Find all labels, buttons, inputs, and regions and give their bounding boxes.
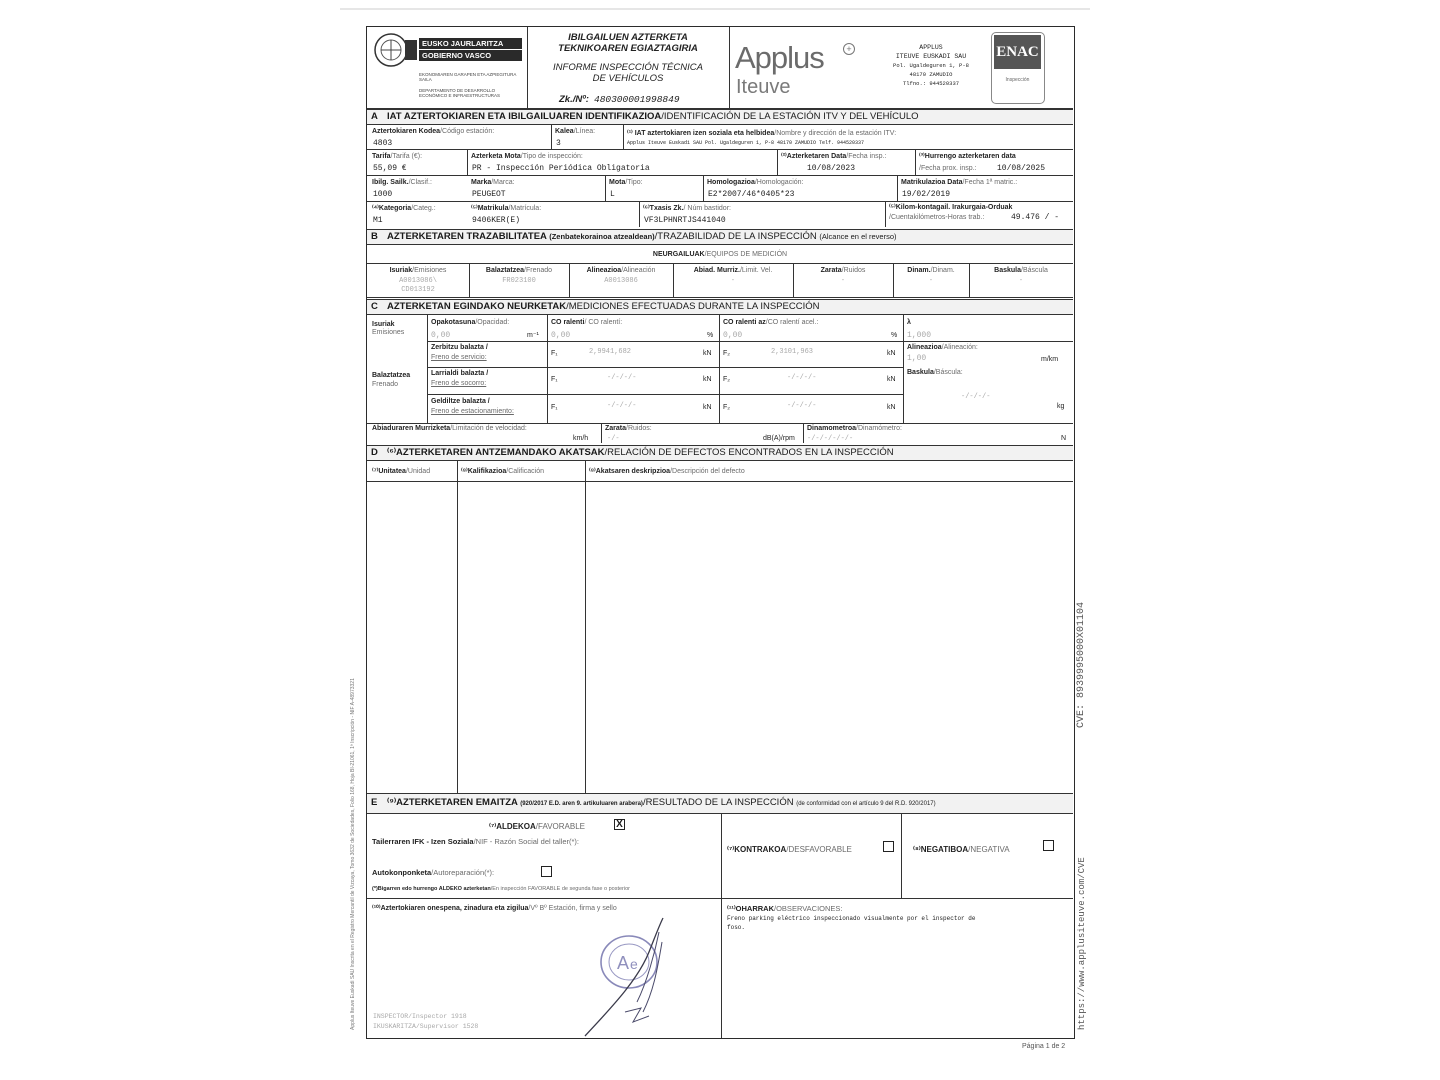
alignment-value: 1,00 [907, 354, 927, 363]
right-margin-cve: CVE: 8939995000X01104 [1076, 601, 1087, 728]
svg-text:e: e [630, 956, 638, 972]
equipment-col-header: Balaztatzea/Frenado [485, 267, 553, 274]
page-number: Página 1 de 2 [1022, 1043, 1066, 1050]
selfrepair-footnote: (*)Bigarren edo hurrengo ALDEKO azterketan/En inspección FAVORABLE de segunda fase o posterior [372, 886, 631, 892]
station-name: Applus Iteuve Euskadi SAU Pol. Ugaldeguren 1, P-8 48170 ZAMUDIO Telf. 944520337 [627, 140, 865, 146]
noise-unit: dB(A)/rpm [763, 435, 795, 442]
equipment-value-2: CD013192 [401, 286, 435, 294]
section-d-header: D ⁽⁶⁾AZTERKETAREN ANTZEMANDAKO AKATSAK/RELACIÓN DE DEFECTOS ENCONTRADOS EN LA INSPECCIÓN [367, 445, 1073, 461]
emergency-f2-unit: kN [887, 376, 896, 383]
title-eu-1: IBILGAILUEN AZTERKETA [568, 32, 688, 43]
next-date-label-es: /Fecha prox. insp.: [919, 165, 977, 172]
opacity-value: 0,00 [431, 331, 451, 340]
service-f2-label: F₂ [723, 350, 730, 357]
title-eu-2: TEKNIKOAREN EGIAZTAGIRIA [558, 43, 698, 54]
class-value: 1000 [373, 190, 393, 199]
applus-logo [735, 41, 855, 101]
plus-icon: + [843, 43, 855, 55]
km-label: ⁽⁵⁾Kilom-kontagail. Irakurgaia-Orduak [889, 204, 1013, 211]
enac-mark: ENAC [994, 35, 1041, 69]
insp-date-label: ⁽²⁾Azterketaren Data/Fecha insp.: [781, 153, 887, 160]
emergency-f2-label: F₂ [723, 376, 730, 383]
km-value: 49.476 / - [1011, 213, 1060, 222]
brand-sub: Iteuve [736, 76, 791, 98]
service-f1-value: 2,9941,682 [589, 348, 632, 356]
co-idle-label: CO ralenti/ CO ralentí: [551, 319, 623, 326]
remarks-label: ⁽¹¹⁾OHARRAK/OBSERVACIONES: [727, 904, 843, 913]
parking-f2-value: -/-/-/- [787, 402, 817, 410]
reg-date-label: Matrikulazioa Data/Fecha 1ª matric.: [901, 179, 1018, 186]
category-label: ⁽⁴⁾Kategoria/Categ.: [372, 205, 436, 212]
emergency-brake-label: Larrialdi balazta / [431, 370, 489, 377]
equipment-value: A0013086 [604, 277, 638, 285]
next-date-label: ⁽³⁾Hurrengo azterketaren data [919, 153, 1016, 160]
company-line-1: APPLUS [919, 44, 943, 51]
parking-f2-label: F₂ [723, 404, 730, 411]
left-margin-legal: Applus Iteuve Euskadi SAU Inscrita en el Registro Mercantil de Vizcaya, Tomo 3632 de Sociedades, Folio 168, Hoja BI-21061, 1ª Inscripción - NIF A-48973321 [350, 678, 356, 1030]
equipment-value: - [1018, 277, 1024, 285]
alignment-label: Alineazioa/Alineación: [907, 344, 978, 351]
enac-sub: Inspección [1005, 77, 1030, 83]
make-label: Marka/Marca: [471, 179, 515, 186]
parking-f1-unit: kN [703, 404, 712, 411]
scale-value: -/-/-/- [961, 393, 991, 401]
negative-checkbox[interactable] [1043, 840, 1054, 851]
equipment-value: - [928, 277, 934, 285]
stamp-label: ⁽¹⁰⁾Aztertokiaren onespena, zinadura eta zigilua/Vº Bº Estación, firma y sello [372, 905, 617, 912]
equipment-col-header: Baskula/Báscula [994, 267, 1048, 274]
lambda-label: λ [907, 319, 911, 326]
top-edge [340, 8, 1090, 10]
service-f2-unit: kN [887, 350, 896, 357]
insp-type-label: Azterketa Mota/Tipo de inspección: [471, 153, 583, 160]
dept-es: DEPARTAMENTO DE DESARROLLO ECONÓMICO E INFRAESTRUCTURAS [419, 88, 501, 98]
reg-date-value: 19/02/2019 [902, 190, 951, 199]
section-b-header: B AZTERKETAREN TRAZABILITATEA (Zenbatekorainoa atzealdean)/TRAZABILIDAD DE LA INSPECCIÓN (Alcance en el reverso) [367, 229, 1073, 245]
basque-government-logo [371, 32, 523, 104]
vin-label: ⁽⁶⁾Txasis Zk./ Núm bastidor: [643, 205, 731, 212]
noise-label: Zarata/Ruidos: [605, 425, 652, 432]
vin-value: VF3LPHNRTJS441040 [644, 216, 726, 225]
scale-label: Baskula/Báscula: [907, 369, 963, 376]
negative-label: ⁽⁸⁾NEGATIBOA/NEGATIVA [913, 845, 1010, 854]
braking-label-es: Frenado [372, 381, 399, 388]
unfavorable-label: ⁽⁷⁾KONTRAKOA/DESFAVORABLE [727, 845, 852, 854]
selfrepair-label: Autokonponketa/Autoreparación(*): [372, 868, 495, 877]
dept-eu: EKONOMIAREN GARAPEN ETA AZPIEGITURA SAILA [419, 72, 517, 82]
number-label: Zk./Nº: [559, 94, 589, 105]
lambda-value: 1,000 [907, 331, 932, 340]
dyno-label: Dinamometroa/Dinamómetro: [807, 425, 902, 432]
section-e-header: E ⁽⁹⁾AZTERKETAREN EMAITZA (920/2017 E.D. aren 9. artikuluaren arabera)/RESULTADO DE LA INSPECCIÓN (de conformidad con el artículo 9 del R.D. 920/2017) [367, 793, 1073, 814]
co-idle-unit: % [707, 332, 714, 339]
itv-report-page [366, 26, 1075, 1039]
opacity-label: Opakotasuna/Opacidad: [431, 319, 510, 326]
alignment-unit: m/km [1041, 356, 1059, 363]
remarks-line-2: foso. [727, 924, 746, 931]
company-line-2: ITEUVE EUSKADI SAU [895, 53, 967, 60]
company-line-5: Tlfno.: 944520337 [902, 80, 960, 87]
co-fast-value: 0,00 [723, 331, 743, 340]
noise-value: -/- [607, 435, 620, 443]
insp-date-value: 10/08/2023 [807, 164, 856, 173]
co-idle-value: 0,00 [551, 331, 571, 340]
company-line-4: 48170 ZAMUDIO [909, 71, 953, 78]
braking-label: Balaztatzea [372, 372, 411, 379]
equipment-col-header: Isuriak/Emisiones [389, 267, 447, 274]
opacity-unit: m⁻¹ [527, 332, 539, 339]
svg-text:A: A [617, 953, 630, 973]
service-f1-unit: kN [703, 350, 712, 357]
gov-line-1: EUSKO JAURLARITZA [419, 38, 522, 49]
service-brake-label: Zerbitzu balazta / [431, 344, 488, 351]
co-fast-label: CO ralenti az/CO ralentí acel.: [723, 319, 819, 326]
emergency-f1-label: F₁ [551, 376, 558, 383]
equipment-col-header: Zarata/Ruidos [820, 267, 866, 274]
equipment-col-header: Dinam./Dinam. [907, 267, 955, 274]
equipment-value: - [840, 277, 846, 285]
parking-brake-label-es: Freno de estacionamiento: [431, 408, 514, 415]
line-number: 3 [556, 139, 561, 148]
emergency-f1-value: -/-/-/- [607, 374, 637, 382]
co-fast-unit: % [891, 332, 898, 339]
defects-col-desc: ⁽⁸⁾Akatsaren deskripzioa/Descripción del defecto [589, 468, 745, 475]
insp-type-value: PR - Inspección Periódica Obligatoria [472, 164, 650, 173]
brand-name: Applus [735, 40, 824, 75]
inspector-line-2: IKUSKARITZA/Supervisor 1528 [373, 1023, 479, 1030]
homolog-label: Homologazioa/Homologación: [707, 179, 804, 186]
emissions-label-es: Emisiones [372, 329, 405, 336]
station-code-label: Aztertokiaren Kodea/Código estación: [372, 128, 495, 135]
workshop-label: Tailerraren IFK - Izen Soziala/NIF - Razón Social del taller(*): [372, 837, 580, 846]
equipment-col-header: Alineazioa/Alineación [586, 267, 656, 274]
gov-line-2: GOBIERNO VASCO [419, 50, 522, 61]
coat-of-arms-icon [371, 32, 419, 68]
service-f1-label: F₁ [551, 350, 558, 357]
parking-brake-label: Geldiltze balazta / [431, 398, 490, 405]
type-value: L [610, 190, 615, 199]
report-number: 480300001998849 [594, 94, 680, 105]
speed-label: Abiaduraren Murrizketa/Limitación de velocidad: [372, 425, 527, 432]
service-f2-value: 2,3101,963 [771, 348, 814, 356]
speed-unit: km/h [573, 435, 589, 442]
selfrepair-checkbox[interactable] [541, 866, 552, 877]
make-value: PEUGEOT [472, 190, 506, 199]
remarks-line-1: Freno parking eléctrico inspeccionado visualmente por el inspector de [727, 915, 976, 922]
plate-value: 9406KER(E) [472, 216, 521, 225]
scale-unit: kg [1057, 403, 1065, 410]
parking-f1-label: F₁ [551, 404, 558, 411]
station-stamp-signature [567, 912, 697, 1038]
dyno-value: -/-/-/-/-/- [807, 435, 854, 443]
equipment-value: FR023100 [502, 277, 536, 285]
station-name-label: ⁽¹⁾ IAT aztertokiaren izen soziala eta helbidea/Nombre y dirección de la estación ITV: [627, 130, 897, 137]
km-label-es: /Cuentakilómetros-Horas trab.: [889, 214, 985, 221]
line-label: Kalea/Línea: [555, 128, 596, 135]
emissions-label: Isuriak [372, 321, 395, 328]
equipment-subtitle: NEURGAILUAK/EQUIPOS DE MEDICIÓN [652, 251, 788, 258]
homolog-value: E2*2007/46*0405*23 [708, 190, 795, 199]
section-a-header: A IAT AZTERTOKIAREN ETA IBILGAILUAREN IDENTIFIKAZIOA/IDENTIFICACIÓN DE LA ESTACIÓN ITV Y DEL VEHÍCULO [367, 109, 1073, 125]
dyno-unit: N [1061, 435, 1067, 442]
emergency-brake-label-es: Freno de socorro: [431, 380, 487, 387]
tariff-value: 55,09 € [373, 164, 407, 173]
company-line-3: Pol. Ugaldeguren 1, P-8 [893, 62, 969, 69]
parking-f2-unit: kN [887, 404, 896, 411]
emergency-f2-value: -/-/-/- [787, 374, 817, 382]
type-label: Mota/Tipo: [609, 179, 643, 186]
inspector-line-1: INSPECTOR/Inspector 1918 [373, 1013, 467, 1020]
equipment-value: - [730, 277, 736, 285]
enac-logo [991, 32, 1045, 104]
favorable-checkbox[interactable]: X [614, 819, 625, 830]
class-label: Ibilg. Sailk./Clasif.: [372, 179, 432, 186]
plate-label: ⁽⁵⁾Matrikula/Matrícula: [471, 205, 542, 212]
service-brake-label-es: Freno de servicio: [431, 354, 487, 361]
unfavorable-checkbox[interactable] [883, 841, 894, 852]
category-value: M1 [373, 216, 383, 225]
equipment-value: A0013086\ [399, 277, 437, 285]
emergency-f1-unit: kN [703, 376, 712, 383]
station-code: 4803 [373, 139, 393, 148]
title-es-1: INFORME INSPECCIÓN TÉCNICA [553, 62, 703, 73]
parking-f1-value: -/-/-/- [607, 402, 637, 410]
title-es-2: DE VEHÍCULOS [592, 73, 664, 84]
tariff-label: Tarifa/Tarifa (€): [372, 153, 423, 160]
equipment-col-header: Abiad. Murriz./Limit. Vel. [693, 267, 773, 274]
defects-col-rating: ⁽⁸⁾Kalifikazioa/Calificación [461, 468, 545, 475]
next-date-value: 10/08/2025 [997, 164, 1046, 173]
section-c-header: C AZTERKETAN EGINDAKO NEURKETAK/MEDICIONES EFECTUADAS DURANTE LA INSPECCIÓN [367, 299, 1073, 315]
defects-col-unit: ⁽⁷⁾Unitatea/Unidad [372, 468, 431, 475]
right-margin-url: https://www.applusiteuve.com/CVE [1077, 857, 1087, 1030]
favorable-label: ⁽⁷⁾ALDEKOA/FAVORABLE [489, 822, 585, 831]
